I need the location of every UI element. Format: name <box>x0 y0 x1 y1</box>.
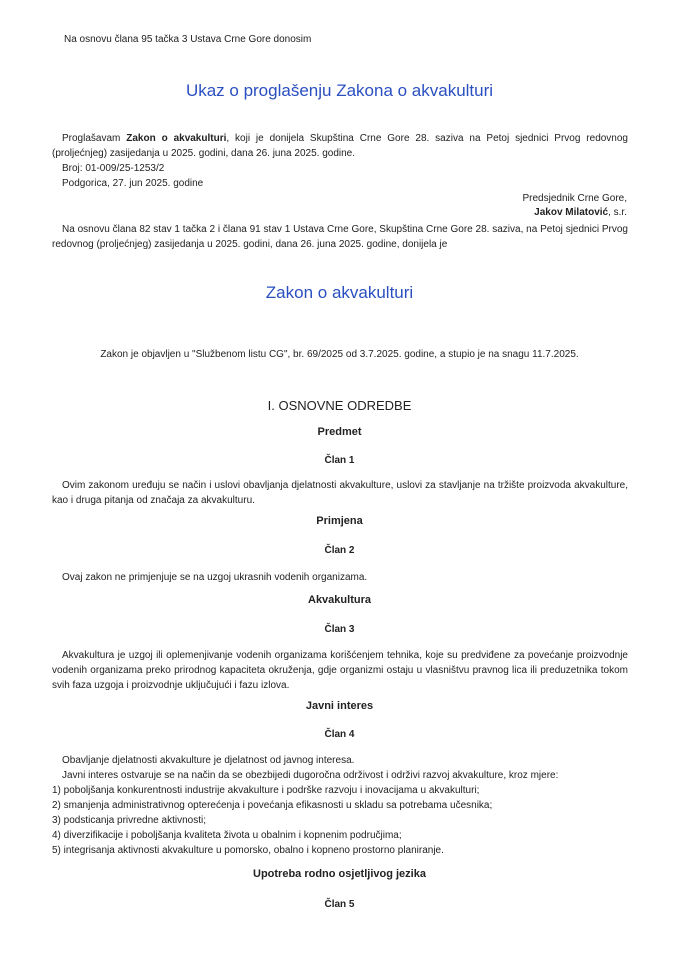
intro-line: Na osnovu člana 95 tačka 3 Ustava Crne Gore donosim <box>64 34 312 45</box>
article-4-paragraph-2: Javni interes ostvaruje se na način da se obezbijedi dugoročna održivost i održivi razvoj akvakulture, kroz mjere: <box>62 770 559 781</box>
article-5-number: Član 5 <box>324 899 355 910</box>
article-1-text: Ovim zakonom uređuju se način i uslovi obavljanja djelatnosti akvakulture, uslovi za stavljanje na tržište proizvoda akvakulture, kao i druga pitanja od značaja za akvakulturu. <box>52 480 628 506</box>
proglasenje-law-name: Zakon o akvakulturi <box>126 133 227 144</box>
list-item: 4) diverzifikacije i poboljšanja kvaliteta života u obalnim i kopnenim područjima; <box>52 830 402 841</box>
proglasenje-rest: , koji je donijela Skupština Crne Gore 28. saziva na Petoj sjednici Prvog redovnog (proljećnjeg) zasijedanja u 2025. godini, dana 26. juna 2025. godine. <box>52 133 628 159</box>
article-1-number: Član 1 <box>324 455 355 466</box>
publication-note: Zakon je objavljen u "Službenom listu CG", br. 69/2025 od 3.7.2025. godine, a stupio je na snagu 11.7.2025. <box>100 349 579 360</box>
article-1-heading: Predmet <box>317 426 362 438</box>
section-title: I. OSNOVNE ODREDBE <box>267 398 412 413</box>
article-4-number: Član 4 <box>324 729 355 740</box>
proglasenje-paragraph <box>52 131 628 161</box>
article-2-text: Ovaj zakon ne primjenjuje se na uzgoj ukrasnih vodenih organizama. <box>62 572 368 583</box>
basis-paragraph: Na osnovu člana 82 stav 1 tačka 2 i člana 91 stav 1 Ustava Crne Gore, Skupština Crne Gore 28. saziva, na Petoj sjednici Prvog redovnog (proljećnjeg) zasijedanja u 2025. godini, dana 26. juna 2025. godine, donijela je <box>52 224 628 250</box>
signature-suffix: , s.r. <box>608 207 627 218</box>
list-item: 3) podsticanja privredne aktivnosti; <box>52 815 206 826</box>
signature-role: Predsjednik Crne Gore, <box>522 193 627 204</box>
list-item: 1) poboljšanja konkurentnosti industrije akvakulture i podrške razvoju i inovacijama u akvakulturi; <box>52 785 480 796</box>
article-3-text: Akvakultura je uzgoj ili oplemenjivanje vodenih organizama korišćenjem tehnika, koje su predviđene za povećanje proizvodnje vodenih organizama preko prirodnog kapaciteta okruženja, gdje organizmi ostaju u vlasništvu pravnog lica ili preduzetnika tokom svih faza uzgoja i proizvodnje uključujući i fazu izlova. <box>52 650 628 691</box>
article-2-number: Član 2 <box>324 545 355 556</box>
ukaz-title: Ukaz o proglašenju Zakona o akvakulturi <box>185 81 494 100</box>
signature-name-line <box>534 207 627 219</box>
place-date-line: Podgorica, 27. jun 2025. godine <box>62 178 204 189</box>
article-4-heading: Javni interes <box>305 700 374 712</box>
proglasenje-prefix: Proglašavam <box>62 133 127 144</box>
article-2-heading: Primjena <box>316 515 363 527</box>
article-4-paragraph-1: Obavljanje djelatnosti akvakulture je djelatnost od javnog interesa. <box>62 755 355 766</box>
broj-line: Broj: 01-009/25-1253/2 <box>62 163 165 174</box>
list-item: 5) integrisanja aktivnosti akvakulture u pomorsko, obalno i kopneno prostorno planiranje. <box>52 845 444 856</box>
article-3-number: Član 3 <box>324 624 355 635</box>
signature-name: Jakov Milatović <box>534 207 609 218</box>
article-3-heading: Akvakultura <box>308 594 371 606</box>
list-item: 2) smanjenja administrativnog opterećenja i povećanja efikasnosti u skladu sa potrebama učesnika; <box>52 800 493 811</box>
law-title: Zakon o akvakulturi <box>265 283 414 302</box>
article-5-heading: Upotreba rodno osjetljivog jezika <box>253 868 426 880</box>
